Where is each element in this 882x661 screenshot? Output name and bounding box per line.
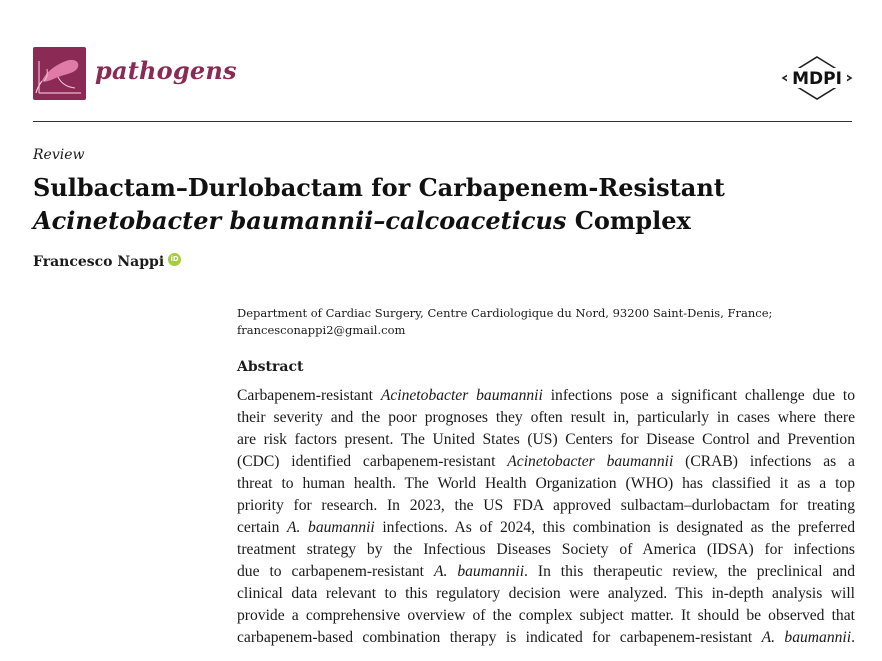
header-divider bbox=[33, 121, 852, 122]
abstract-line bbox=[237, 539, 855, 561]
abstract-italic-term: A. baumannii bbox=[287, 519, 375, 536]
article-title bbox=[33, 171, 853, 237]
abstract-text: (CRAB) infections as a bbox=[673, 453, 855, 470]
abstract-text: threat to human health. The World Health Organization (WHO) has classified it as a top bbox=[237, 475, 855, 492]
article-type: Review bbox=[33, 147, 85, 163]
abstract-line bbox=[237, 429, 855, 451]
publisher-name: MDPI bbox=[792, 69, 842, 89]
abstract-italic-term: Acinetobacter baumannii bbox=[380, 387, 543, 404]
abstract-text: infections. As of 2024, this combination is designated as the preferred bbox=[374, 519, 855, 536]
abstract-text: . In this therapeutic review, the preclinical and bbox=[524, 563, 855, 580]
abstract-line bbox=[237, 583, 855, 605]
abstract-text: infections pose a significant challenge due to bbox=[542, 387, 855, 404]
abstract-text: clinical data relevant to this regulatory decision were analyzed. This in-depth analysis will bbox=[237, 585, 855, 602]
abstract-italic-term: Acinetobacter baumannii bbox=[507, 453, 674, 470]
abstract-heading: Abstract bbox=[237, 359, 304, 375]
abstract-text: certain bbox=[237, 519, 288, 536]
title-line-2-rest: Complex bbox=[566, 206, 691, 235]
abstract-text: are risk factors present. The United States (US) Centers for Disease Control and Prevention bbox=[237, 431, 855, 448]
title-line-2-italic: Acinetobacter baumannii–calcoaceticus bbox=[33, 206, 567, 235]
mdpi-logo-icon bbox=[781, 56, 853, 100]
orcid-icon[interactable]: iD bbox=[168, 253, 181, 266]
abstract-text: carbapenem-based combination therapy is indicated for carbapenem-resistant bbox=[237, 629, 762, 646]
abstract-body bbox=[237, 385, 855, 649]
journal-logo-icon bbox=[33, 47, 86, 100]
author-row bbox=[33, 254, 181, 270]
title-line-1: Sulbactam–Durlobactam for Carbapenem-Resistant bbox=[33, 173, 725, 202]
abstract-italic-term: A. baumannii bbox=[433, 563, 525, 580]
abstract-line bbox=[237, 385, 855, 407]
abstract-line bbox=[237, 627, 855, 649]
affiliation-block bbox=[237, 305, 837, 339]
abstract-line bbox=[237, 407, 855, 429]
abstract-line bbox=[237, 495, 855, 517]
abstract-text: treatment strategy by the Infectious Diseases Society of America (IDSA) for infections bbox=[237, 541, 855, 558]
abstract-text: . bbox=[851, 629, 856, 646]
abstract-text: provide a comprehensive overview of the complex subject matter. It should be observed that bbox=[237, 607, 855, 624]
abstract-line bbox=[237, 473, 855, 495]
abstract-text: (CDC) identified carbapenem-resistant bbox=[237, 453, 508, 470]
author-name[interactable]: Francesco Nappi bbox=[33, 254, 165, 270]
abstract-text: Carbapenem-resistant bbox=[237, 387, 381, 404]
abstract-italic-term: A. baumannii bbox=[761, 629, 852, 646]
abstract-line bbox=[237, 605, 855, 627]
journal-name: pathogens bbox=[95, 56, 237, 85]
author-email[interactable]: francesconappi2@gmail.com bbox=[237, 323, 406, 337]
abstract-line bbox=[237, 561, 855, 583]
abstract-text: priority for research. In 2023, the US FDA approved sulbactam–durlobactam for treating bbox=[237, 497, 855, 514]
abstract-text: due to carbapenem-resistant bbox=[237, 563, 434, 580]
abstract-text: their severity and the poor prognoses they often result in, particularly in cases where there bbox=[237, 409, 855, 426]
abstract-line bbox=[237, 451, 855, 473]
abstract-line bbox=[237, 517, 855, 539]
affiliation: Department of Cardiac Surgery, Centre Cardiologique du Nord, 93200 Saint-Denis, France; bbox=[237, 306, 773, 320]
